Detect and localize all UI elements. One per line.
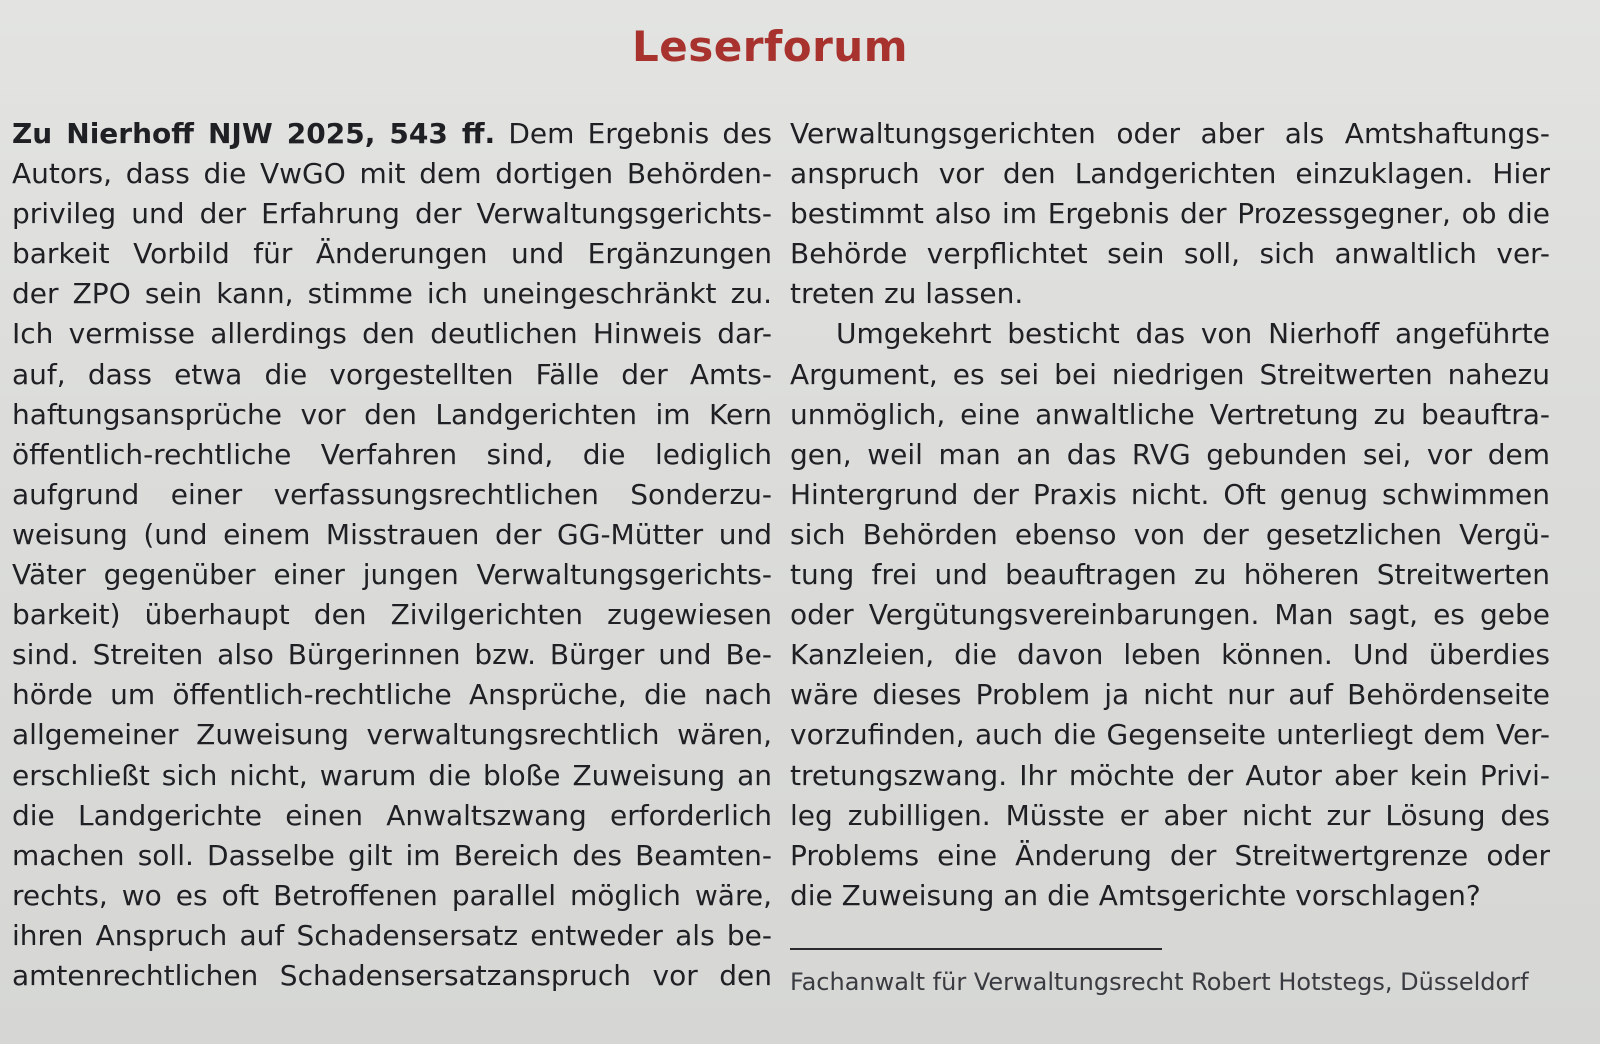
text-line: rechts, wo es oft Betroffenen parallel möglich wäre, <box>12 878 772 912</box>
text-line: erschließt sich nicht, warum die bloße Zuweisung an <box>12 758 772 792</box>
text-line: wäre dieses Problem ja nicht nur auf Behördenseite <box>790 678 1550 712</box>
text-line: Hintergrund der Praxis nicht. Oft genug schwimmen <box>790 477 1550 511</box>
text-line: hörde um öffentlich-rechtliche Ansprüche, die nach <box>12 678 772 712</box>
text-line: unmöglich, eine anwaltliche Vertretung zu beauftra- <box>790 397 1550 431</box>
text-line: die Landgerichte einen Anwaltszwang erforderlich <box>12 798 772 832</box>
text-line: amtenrechtlichen Schadensersatzanspruch vor den <box>12 958 772 992</box>
text-line: Kanzleien, die davon leben können. Und überdies <box>790 638 1550 672</box>
text-line: barkeit) überhaupt den Zivilgerichten zugewiesen <box>12 598 772 632</box>
left-column <box>12 114 772 996</box>
section-title: Leserforum <box>632 22 908 71</box>
text-line: weisung (und einem Misstrauen der GG-Mütter und <box>12 517 772 551</box>
lead-reference: Zu Nierhoff NJW 2025, 543 ff. <box>12 117 496 150</box>
text-line: sich Behörden ebenso von der gesetzlichen Vergü- <box>790 517 1550 551</box>
text-line: barkeit Vorbild für Änderungen und Ergänzungen <box>12 237 772 271</box>
right-column <box>790 114 1550 916</box>
text-line: Ich vermisse allerdings den deutlichen Hinweis dar- <box>12 317 772 351</box>
text-line: treten zu lassen. <box>790 277 1024 311</box>
text-line <box>12 114 772 154</box>
text-line: machen soll. Dasselbe gilt im Bereich des Beamten- <box>12 838 772 872</box>
author-signature: Fachanwalt für Verwaltungsrecht Robert Hotstegs, Düsseldorf <box>790 968 1529 996</box>
signature-rule <box>790 948 1162 950</box>
lead-text: Dem Ergebnis des <box>508 117 772 150</box>
text-line: Behörde verpflichtet sein soll, sich anwaltlich ver- <box>790 237 1550 271</box>
text-line: allgemeiner Zuweisung verwaltungsrechtlich wären, <box>12 718 772 752</box>
text-line: Autors, dass die VwGO mit dem dortigen Behörden- <box>12 157 772 191</box>
text-line: tretungszwang. Ihr möchte der Autor aber kein Privi- <box>790 758 1550 792</box>
text-line: ihren Anspruch auf Schadensersatz entweder als be- <box>12 918 772 952</box>
text-line: Problems eine Änderung der Streitwertgrenze oder <box>790 838 1550 872</box>
text-line: anspruch vor den Landgerichten einzuklagen. Hier <box>790 157 1550 191</box>
text-line: Verwaltungsgerichten oder aber als Amtshaftungs- <box>790 117 1550 150</box>
text-line: aufgrund einer verfassungsrechtlichen Sonderzu- <box>12 477 772 511</box>
text-line: vorzufinden, auch die Gegenseite unterliegt dem Ver- <box>790 718 1550 752</box>
text-line: tung frei und beauftragen zu höheren Streitwerten <box>790 558 1550 592</box>
text-line: die Zuweisung an die Amtsgerichte vorschlagen? <box>790 878 1481 912</box>
text-line: haftungsansprüche vor den Landgerichten im Kern <box>12 397 772 431</box>
text-line: der ZPO sein kann, stimme ich uneingeschränkt zu. <box>12 277 772 311</box>
text-line: privileg und der Erfahrung der Verwaltungsgerichts- <box>12 197 772 231</box>
text-line: Väter gegenüber einer jungen Verwaltungsgerichts- <box>12 558 772 592</box>
text-line: bestimmt also im Ergebnis der Prozessgegner, ob die <box>790 197 1550 231</box>
text-line: gen, weil man an das RVG gebunden sei, vor dem <box>790 437 1550 471</box>
text-line: oder Vergütungsvereinbarungen. Man sagt, es gebe <box>790 598 1550 632</box>
text-line: öffentlich-rechtliche Verfahren sind, die lediglich <box>12 437 772 471</box>
text-line: leg zubilligen. Müsste er aber nicht zur Lösung des <box>790 798 1550 832</box>
text-line: Argument, es sei bei niedrigen Streitwerten nahezu <box>790 357 1550 391</box>
text-line: sind. Streiten also Bürgerinnen bzw. Bürger und Be- <box>12 638 772 672</box>
text-line: auf, dass etwa die vorgestellten Fälle der Amts- <box>12 357 772 391</box>
text-line: Umgekehrt besticht das von Nierhoff angeführte <box>836 317 1550 351</box>
